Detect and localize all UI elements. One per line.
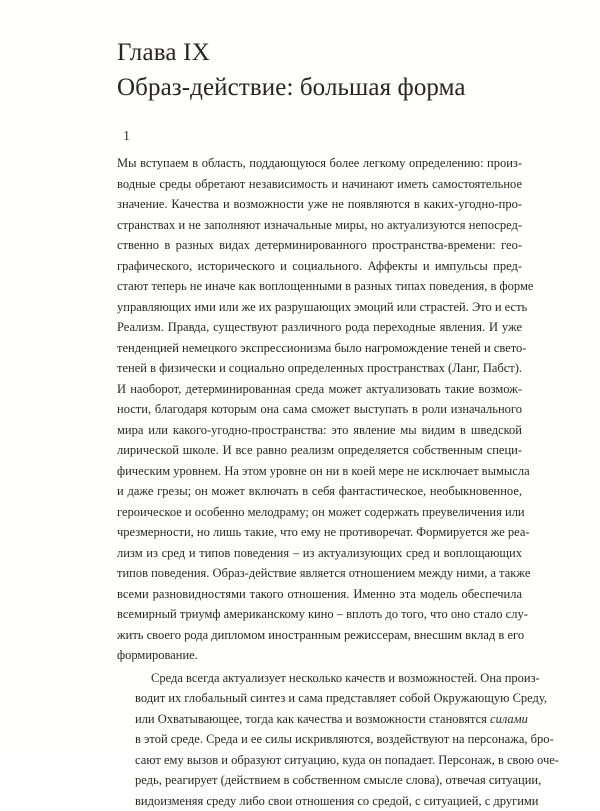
text-line: Мы вступаем в область, поддающуюся более легкому определению: произ- [117, 153, 522, 174]
text-line: водит их глобальный синтез и сама представляет собой Окружающую Среду, [117, 688, 522, 709]
text-line: стают теперь не иначе как воплощенными в разных типах поведения, в форме [117, 276, 522, 297]
text-line: сают ему вызов и образуют ситуацию, куда он попадает. Персонаж, в свою оче- [117, 750, 522, 771]
text-line-segment: или Охватывающее, тогда как качества и возможности становятся [135, 712, 490, 726]
text-line: героическое и особенно мелодраму; он может содержать преувеличения или [117, 502, 522, 523]
text-line: лизм из сред и типов поведения – из актуализующих сред и воплощающих [117, 543, 522, 564]
paragraph-2 [117, 668, 522, 811]
text-line: управляющих ими или же их разрушающих эмоций или страстей. Это и есть [117, 297, 522, 318]
text-line: теней в физически и социально определенных пространствах (Ланг, Пабст). [117, 358, 522, 379]
text-line: тенденцией немецкого экспрессионизма было нагромождение теней и свето- [117, 338, 522, 359]
text-line: И наоборот, детерминированная среда может актуализовать такие возмож- [117, 379, 522, 400]
text-line: ственно в разных видах детерминированного пространства-времени: гео- [117, 235, 522, 256]
text-line: ности, благодаря которым она сама сможет выступать в роли изначального [117, 399, 522, 420]
text-line-with-emphasis [117, 709, 522, 730]
text-line: лирической школе. И все равно реализм определяется собственным специ- [117, 440, 522, 461]
text-line: в этой среде. Среда и ее силы искривляются, воздействуют на персонажа, бро- [117, 729, 522, 750]
text-line: всеми разновидностями такого отношения. Именно эта модель обеспечила [117, 584, 522, 605]
text-line: графического, исторического и социального. Аффекты и импульсы пред- [117, 256, 522, 277]
text-line: водные среды обретают независимость и начинают иметь самостоятельное [117, 174, 522, 195]
text-line: Реализм. Правда, существуют различного рода переходные явления. И уже [117, 317, 522, 338]
text-line: жить своего рода дипломом иностранным режиссерам, внесшим вклад в его [117, 625, 522, 646]
chapter-title: Образ-действие: большая форма [117, 73, 466, 103]
text-line: редь, реагирует (действием в собственном смысле слова), отвечая ситуации, [117, 770, 522, 791]
section-number: 1 [123, 128, 130, 146]
text-line: всемирный триумф американскому кино – вплоть до того, что оно стало слу- [117, 604, 522, 625]
text-line: странствах и не заполняют изначальные миры, но актуализуются непосред- [117, 215, 522, 236]
text-line: мира или какого-угодно-пространства: это явление мы видим в шведской [117, 420, 522, 441]
text-line: чрезмерности, но лишь такие, что ему не противоречат. Формируется же реа- [117, 522, 522, 543]
text-line: и даже грезы; он может включать в себя фантастическое, необыкновенное, [117, 481, 522, 502]
text-line: формирование. [117, 645, 522, 666]
chapter-label: Глава IX [117, 38, 210, 68]
text-line: типов поведения. Образ-действие является отношением между ними, а также [117, 563, 522, 584]
text-line: фическим уровнем. На этом уровне он ни в коей мере не исключает вымысла [117, 461, 522, 482]
text-line: значение. Качества и возможности уже не появляются в каких-угодно-про- [117, 194, 522, 215]
paragraph-1 [117, 153, 522, 666]
text-line: Среда всегда актуализует несколько качеств и возможностей. Она произ- [117, 668, 522, 689]
text-line: видоизменяя среду либо свои отношения со средой, с ситуацией, с другими [117, 791, 522, 811]
emphasis-text: силами [490, 712, 528, 726]
body-text [117, 153, 522, 811]
